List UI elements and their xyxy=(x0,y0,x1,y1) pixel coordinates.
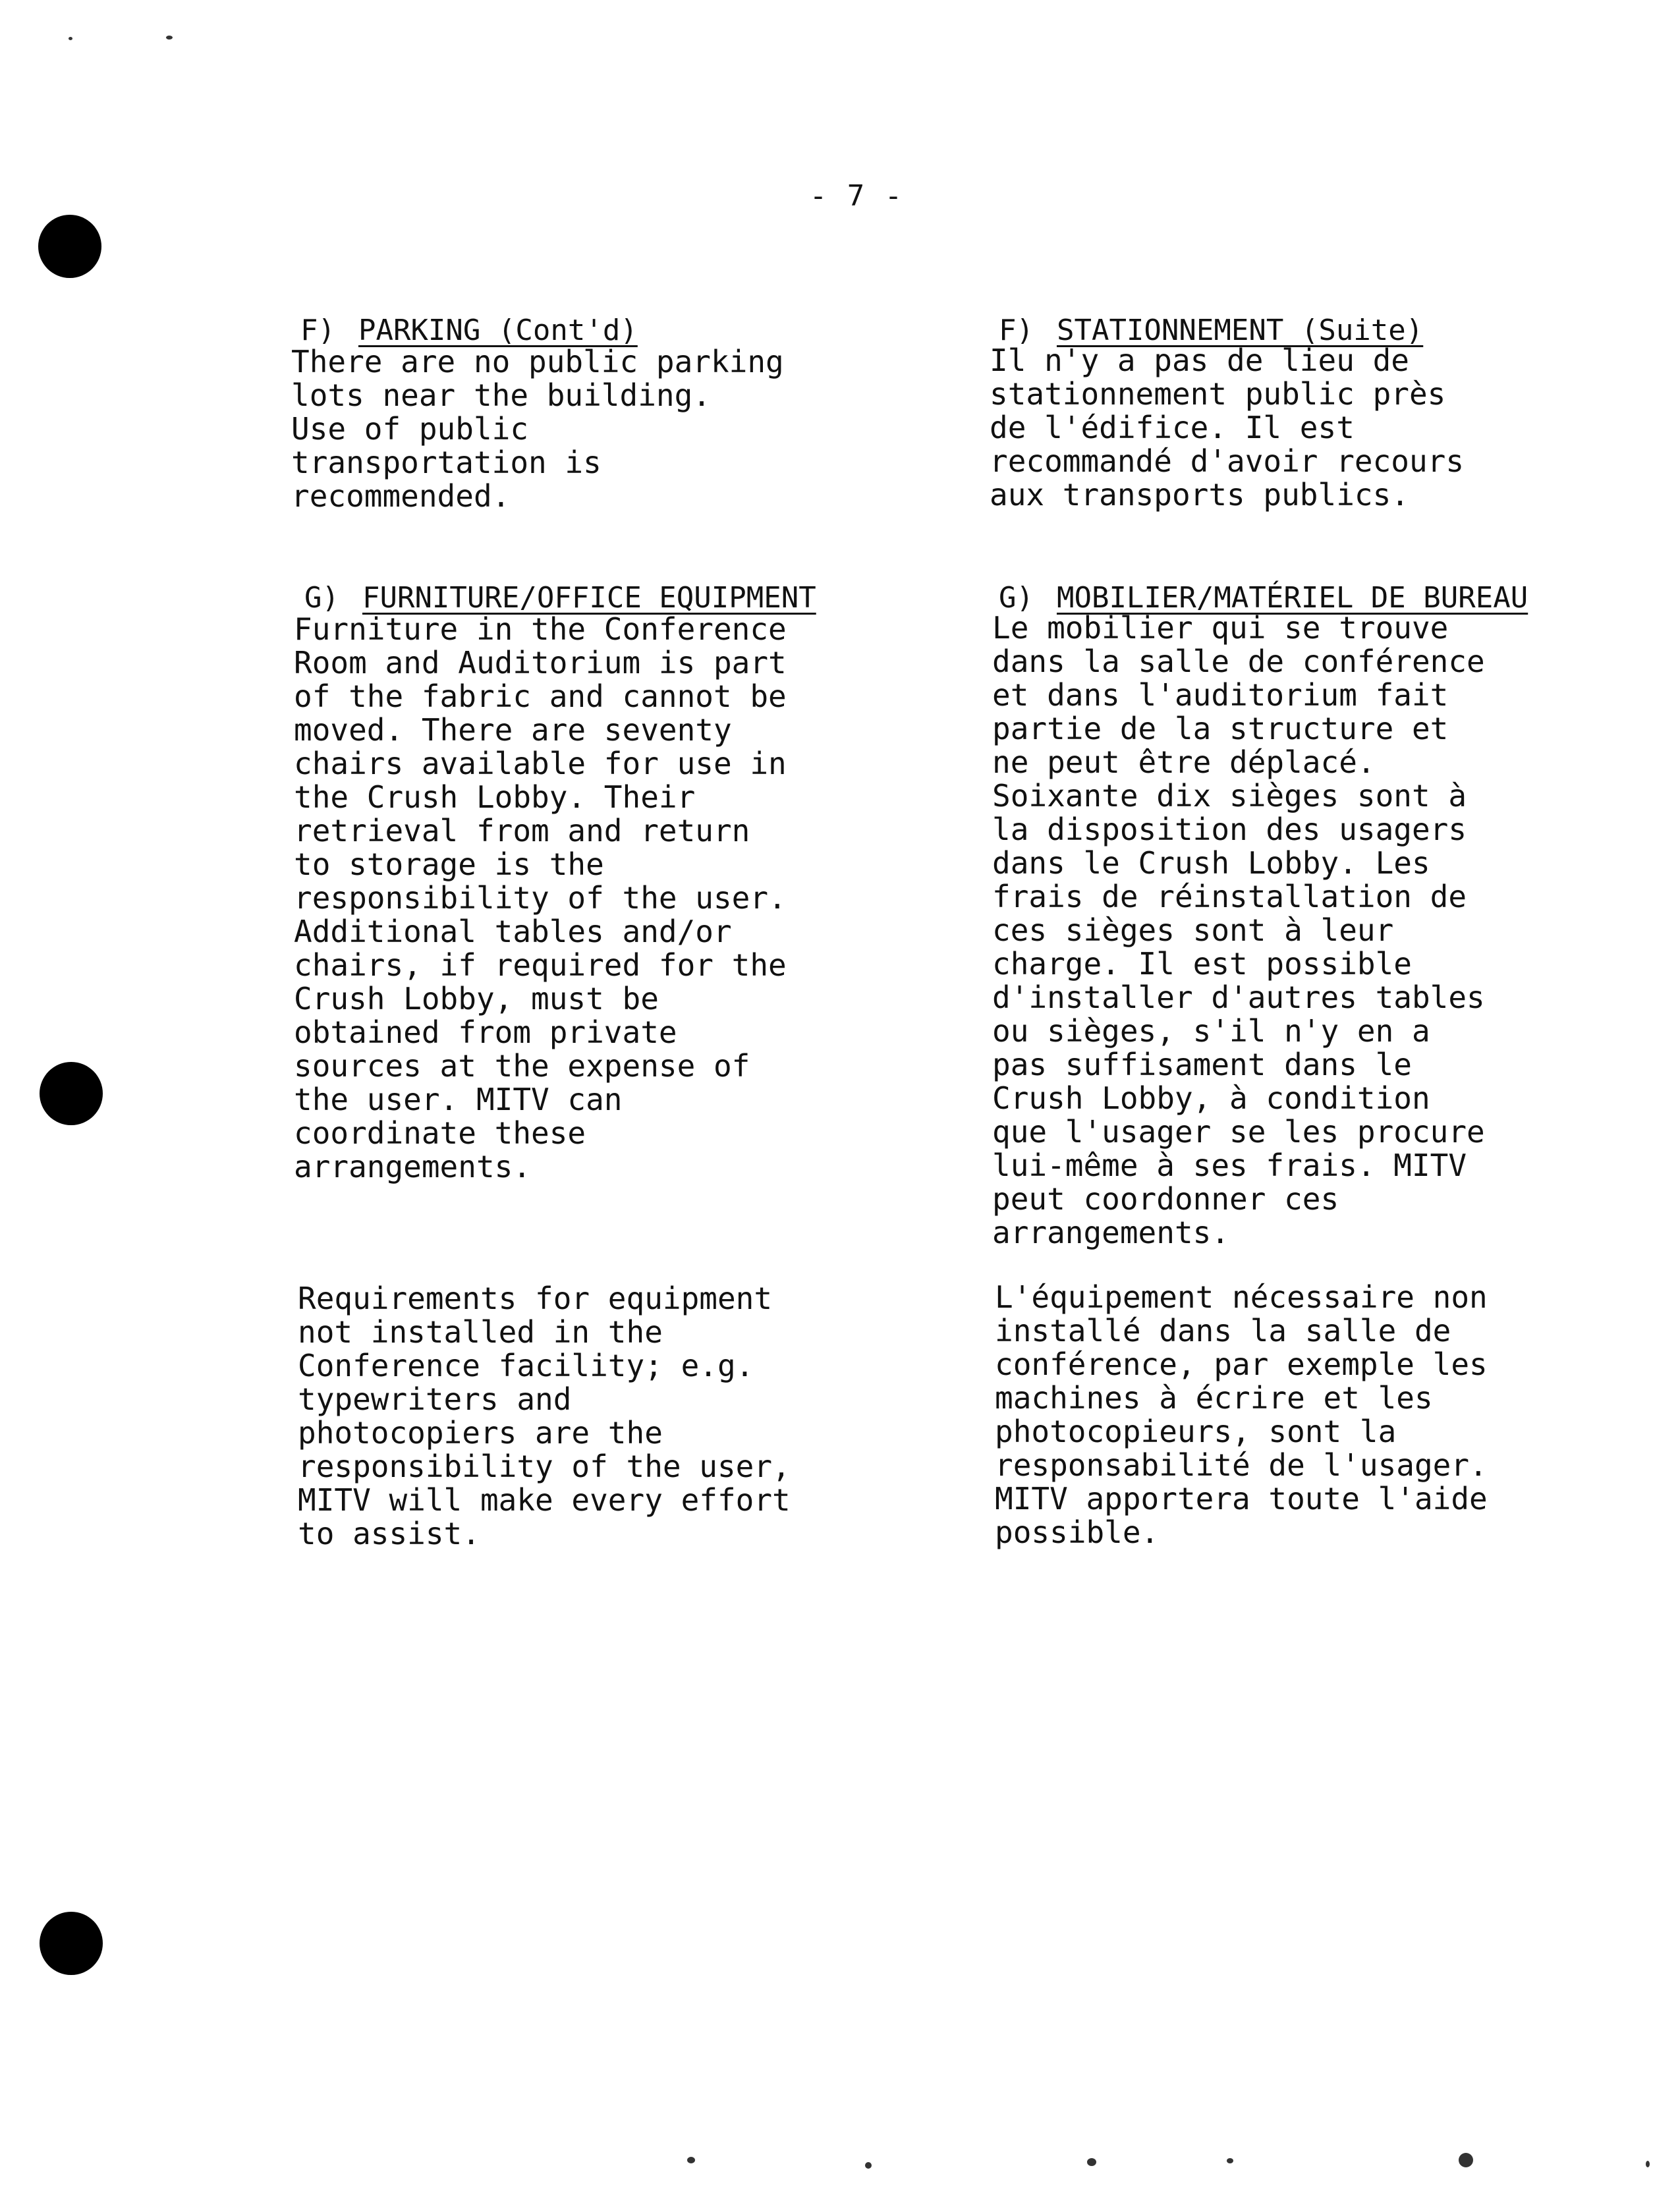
paragraph-furniture-fr-2: L'équipement nécessaire non installé dans la salle de conférence, par exemple les machines à écrire et les photocopieurs, sont la responsabilité de l'usager. MITV apportera toute l'aide possible. xyxy=(995,1279,1488,1550)
section-title: STATIONNEMENT (Suite) xyxy=(1056,314,1424,347)
scan-speck xyxy=(1459,2153,1473,2167)
section-title: PARKING (Cont'd) xyxy=(358,314,638,347)
section-title: MOBILIER/MATÉRIEL DE BUREAU xyxy=(1056,581,1528,615)
paragraph-parking-fr: Il n'y a pas de lieu de stationnement public près de l'édifice. Il est recommandé d'avoir recours aux transports publics. xyxy=(990,343,1465,513)
section-title: FURNITURE/OFFICE EQUIPMENT xyxy=(362,581,816,615)
scan-speck xyxy=(1227,2158,1233,2163)
section-letter: F) xyxy=(998,314,1034,347)
punch-hole-bottom xyxy=(40,1912,103,1975)
paragraph-parking-en: There are no public parking lots near the building. Use of public transportation is recommended. xyxy=(291,344,784,514)
scan-speck xyxy=(69,37,72,40)
scan-speck xyxy=(1646,2161,1650,2167)
paragraph-furniture-en-1: Furniture in the Conference Room and Auditorium is part of the fabric and cannot be moved. There are seventy chairs available for use in the Crush Lobby. Their retrieval from and return to storage is the responsibility of the user. Additional tables and/or chairs, if required for the Crush Lobby, must be obtained from private sources at the expense of the user. MITV can coordinate these arrangements. xyxy=(294,611,787,1184)
paragraph-furniture-en-2: Requirements for equipment not installed in the Conference facility; e.g. typewriters and photocopiers are the responsibility of the user, MITV will make every effort to assist. xyxy=(298,1281,791,1551)
punch-hole-top xyxy=(38,215,101,278)
section-letter: F) xyxy=(300,314,335,347)
scan-speck xyxy=(865,2162,872,2169)
section-letter: G) xyxy=(304,581,339,615)
scan-speck xyxy=(166,36,173,40)
page-number: - 7 - xyxy=(809,179,904,213)
punch-hole-middle xyxy=(40,1062,103,1125)
scan-speck xyxy=(1087,2158,1096,2166)
scan-speck xyxy=(687,2157,695,2163)
section-letter: G) xyxy=(998,581,1034,615)
paragraph-furniture-fr-1: Le mobilier qui se trouve dans la salle de conférence et dans l'auditorium fait partie de la structure et ne peut être déplacé. Soixante dix sièges sont à la disposition des usagers dans le Crush Lobby. Les frais de réinstallation de ces sièges sont à leur charge. Il est possible d'installer d'autres tables ou sièges, s'il n'y en a pas suffisament dans le Crush Lobby, à condition que l'usager se les procure lui-même à ses frais. MITV peut coordonner ces arrangements. xyxy=(992,610,1485,1250)
